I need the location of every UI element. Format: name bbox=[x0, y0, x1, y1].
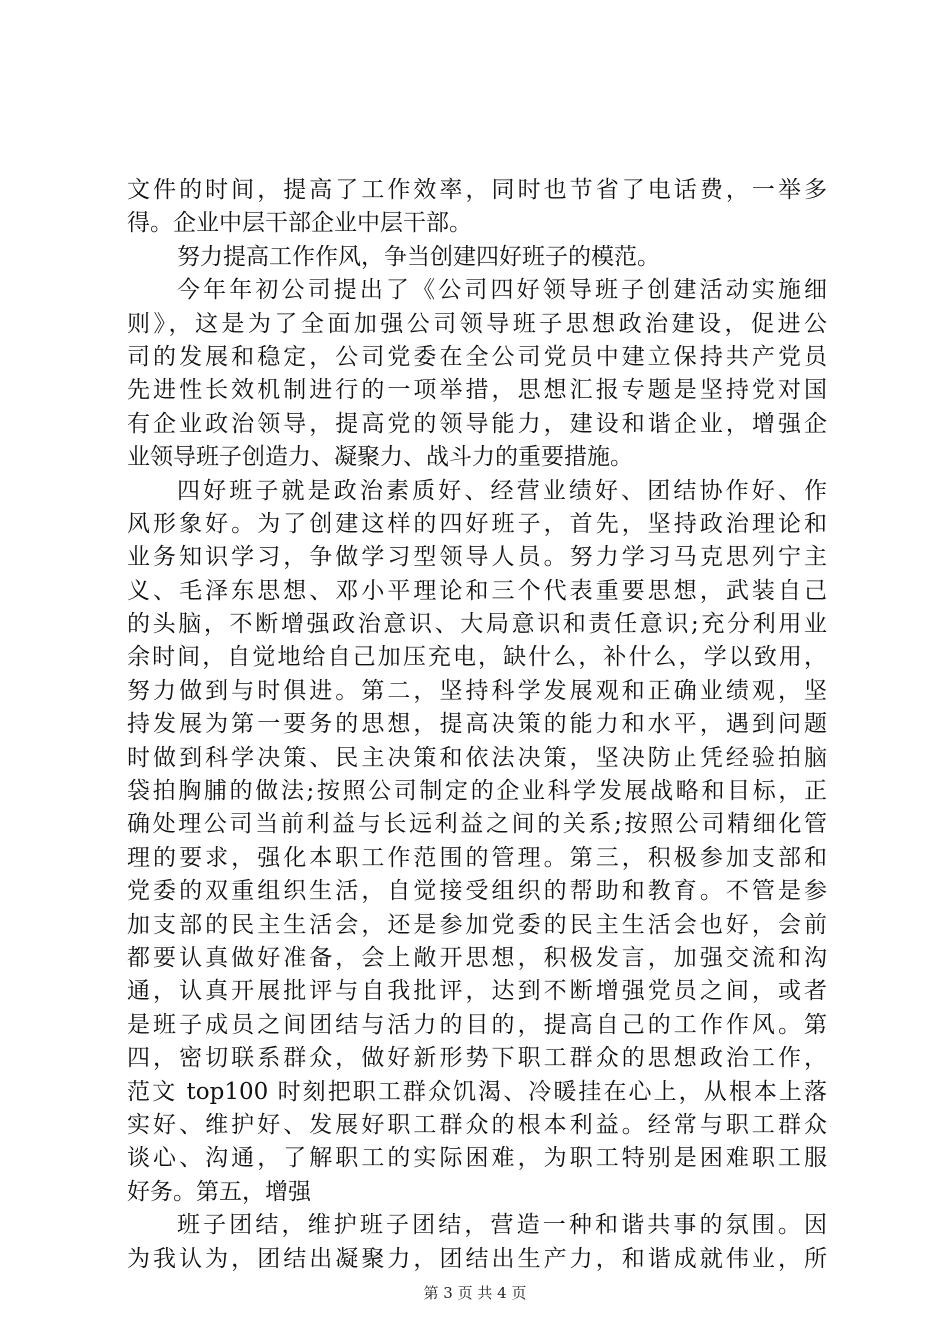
text-line: 四，密切联系群众，做好新形势下职工群众的思想政治工作， bbox=[127, 1045, 827, 1072]
text-line: 风形象好。为了创建这样的四好班子，首先，坚持政治理论和 bbox=[127, 510, 827, 537]
text-line: 有企业政治领导，提高党的领导能力，建设和谐企业，增强企 bbox=[127, 410, 827, 437]
text-line: 业务知识学习，争做学习型领导人员。努力学习马克思列宁主 bbox=[127, 544, 827, 571]
text-line: 通，认真开展批评与自我批评，达到不断增强党员之间，或者 bbox=[127, 978, 827, 1005]
text-line: 余时间，自觉地给自己加压充电，缺什么，补什么，学以致用， bbox=[127, 644, 827, 671]
text-line: 持发展为第一要务的思想，提高决策的能力和水平，遇到问题 bbox=[127, 711, 827, 738]
text-line: 今年年初公司提出了《公司四好领导班子创建活动实施细 bbox=[177, 277, 827, 304]
text-line: 谈心、沟通，了解职工的实际困难，为职工特别是困难职工服 bbox=[127, 1145, 827, 1172]
text-line: 时做到科学决策、民主决策和依法决策，坚决防止凭经验拍脑 bbox=[127, 744, 827, 771]
text-line: 努力提高工作作风，争当创建四好班子的模范。 bbox=[177, 243, 660, 270]
text-line: 袋拍胸脯的做法;按照公司制定的企业科学发展战略和目标，正 bbox=[127, 778, 827, 805]
text-line: 则》，这是为了全面加强公司领导班子思想政治建设，促进公 bbox=[127, 310, 827, 337]
text-line: 实好、维护好、发展好职工群众的根本利益。经常与职工群众 bbox=[127, 1111, 827, 1138]
text-line: 四好班子就是政治素质好、经营业绩好、团结协作好、作 bbox=[177, 477, 827, 504]
text-line: 努力做到与时俱进。第二，坚持科学发展观和正确业绩观，坚 bbox=[127, 677, 827, 704]
text-line: 加支部的民主生活会，还是参加党委的民主生活会也好，会前 bbox=[127, 911, 827, 938]
page-footer: 第 3 页 共 4 页 bbox=[423, 1284, 527, 1302]
text-line: 确处理公司当前利益与长远利益之间的关系;按照公司精细化管 bbox=[127, 811, 827, 838]
text-line: 司的发展和稳定，公司党委在全公司党员中建立保持共产党员 bbox=[127, 343, 827, 370]
text-line: 班子团结，维护班子团结，营造一种和谐共事的氛围。因 bbox=[177, 1212, 827, 1239]
text-line: 理的要求，强化本职工作范围的管理。第三，积极参加支部和 bbox=[127, 844, 827, 871]
text-line: 党委的双重组织生活，自觉接受组织的帮助和教育。不管是参 bbox=[127, 878, 827, 905]
text-line: 先进性长效机制进行的一项举措，思想汇报专题是坚持党对国 bbox=[127, 377, 827, 404]
text-line: 的头脑，不断增强政治意识、大局意识和责任意识;充分利用业 bbox=[127, 611, 827, 638]
text-line: 义、毛泽东思想、邓小平理论和三个代表重要思想，武装自己 bbox=[127, 577, 827, 604]
text-line: 业领导班子创造力、凝聚力、战斗力的重要措施。 bbox=[127, 444, 633, 471]
text-line: 是班子成员之间团结与活力的目的，提高自己的工作作风。第 bbox=[127, 1011, 827, 1038]
document-body bbox=[127, 174, 827, 1276]
text-line: 都要认真做好准备，会上敞开思想，积极发言，加强交流和沟 bbox=[127, 944, 827, 971]
text-line: 得。企业中层干部企业中层干部。 bbox=[127, 210, 472, 237]
text-line: 为我认为，团结出凝聚力，团结出生产力，和谐成就伟业，所 bbox=[127, 1245, 827, 1272]
text-line: 范文 top100 时刻把职工群众饥渴、冷暖挂在心上，从根本上落 bbox=[127, 1078, 827, 1105]
text-line: 文件的时间，提高了工作效率，同时也节省了电话费，一举多 bbox=[127, 177, 827, 203]
text-line: 好务。第五，增强 bbox=[127, 1178, 311, 1205]
